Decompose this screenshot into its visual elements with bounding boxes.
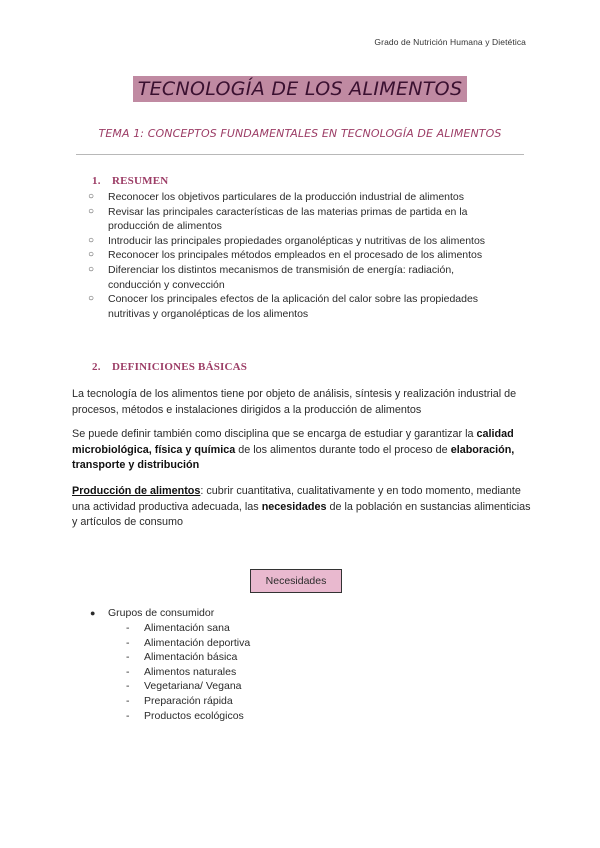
section-number: 2.: [92, 361, 101, 373]
dash-bullet-icon: -: [126, 665, 130, 678]
consumer-groups-list: [126, 621, 250, 723]
paragraph-discipline: Se puede definir también como disciplina que se encarga de estudiar y garantizar la calidad microbiológica, física y química de los alimentos durante todo el proceso de elaboración, transporte y distribución: [72, 428, 515, 471]
dash-bullet-icon: -: [126, 651, 130, 664]
document-title: TECNOLOGÍA DE LOS ALIMENTOS: [133, 76, 468, 102]
document-subtitle: TEMA 1: CONCEPTOS FUNDAMENTALES EN TECNOLOGÍA DE ALIMENTOS: [98, 127, 502, 140]
circle-bullet-icon: ○: [88, 263, 95, 275]
paragraph-produccion: Producción de alimentos: cubrir cuantitativa, cualitativamente y en todo momento, mediante una actividad productiva adecuada, las necesidades de la población en sustancias alimenticias y artículos de consumo: [72, 485, 531, 528]
list-item: ○ Conocer los principales efectos de la aplicación del calor sobre las propiedades nutritivas y organolépticas de los alimentos: [88, 293, 479, 320]
list-item: - Alimentación deportiva: [126, 636, 251, 649]
term-produccion: Producción de alimentos: [72, 485, 201, 497]
list-item: ○ Diferenciar los distintos mecanismos de transmisión de energía: radiación, conducción y convección: [88, 263, 455, 291]
list-item: - Alimentación básica: [126, 651, 238, 664]
circle-bullet-icon: ○: [88, 234, 95, 246]
section-heading-resumen: [92, 175, 168, 187]
section-number: 1.: [92, 175, 101, 187]
section-heading-definiciones: [92, 361, 247, 373]
dash-bullet-icon: -: [126, 622, 130, 634]
list-item: - Preparación rápida: [126, 694, 233, 707]
circle-bullet-icon: ○: [88, 293, 95, 305]
list-item: - Productos ecológicos: [126, 709, 244, 722]
list-item: ○ Introducir las principales propiedades organolépticas y nutritivas de los alimentos: [88, 234, 486, 247]
dash-bullet-icon: -: [126, 709, 130, 722]
group-heading: ● Grupos de consumidor: [90, 607, 215, 619]
list-item: ○ Reconocer los principales métodos empleados en el procesado de los alimentos: [88, 249, 483, 262]
section-title: DEFINICIONES BÁSICAS: [112, 361, 248, 373]
paragraph-definition: La tecnología de los alimentos tiene por objeto de análisis, síntesis y realización industrial de procesos, métodos e instalaciones dirigidos a la producción de alimentos: [72, 388, 517, 416]
necesidades-box: Necesidades: [250, 569, 342, 593]
list-item: ○ Reconocer los objetivos particulares de la producción industrial de alimentos: [88, 191, 465, 203]
list-item: - Vegetariana/ Vegana: [126, 680, 242, 693]
list-item: ○ Revisar las principales características de las materias primas de partida en la producción de alimentos: [88, 205, 468, 233]
list-item: - Alimentación sana: [126, 622, 230, 634]
section-title: RESUMEN: [112, 175, 169, 187]
header-note: Grado de Nutrición Humana y Dietética: [374, 37, 526, 47]
dash-bullet-icon: -: [126, 694, 130, 707]
dash-bullet-icon: -: [126, 636, 130, 649]
list-item: - Alimentos naturales: [126, 665, 237, 678]
circle-bullet-icon: ○: [88, 205, 95, 217]
resumen-list: [88, 190, 508, 321]
circle-bullet-icon: ○: [88, 191, 95, 202]
title-container: [0, 76, 600, 102]
divider: [76, 154, 524, 155]
dash-bullet-icon: -: [126, 680, 130, 693]
bullet-icon: ●: [90, 608, 96, 618]
circle-bullet-icon: ○: [88, 249, 95, 261]
